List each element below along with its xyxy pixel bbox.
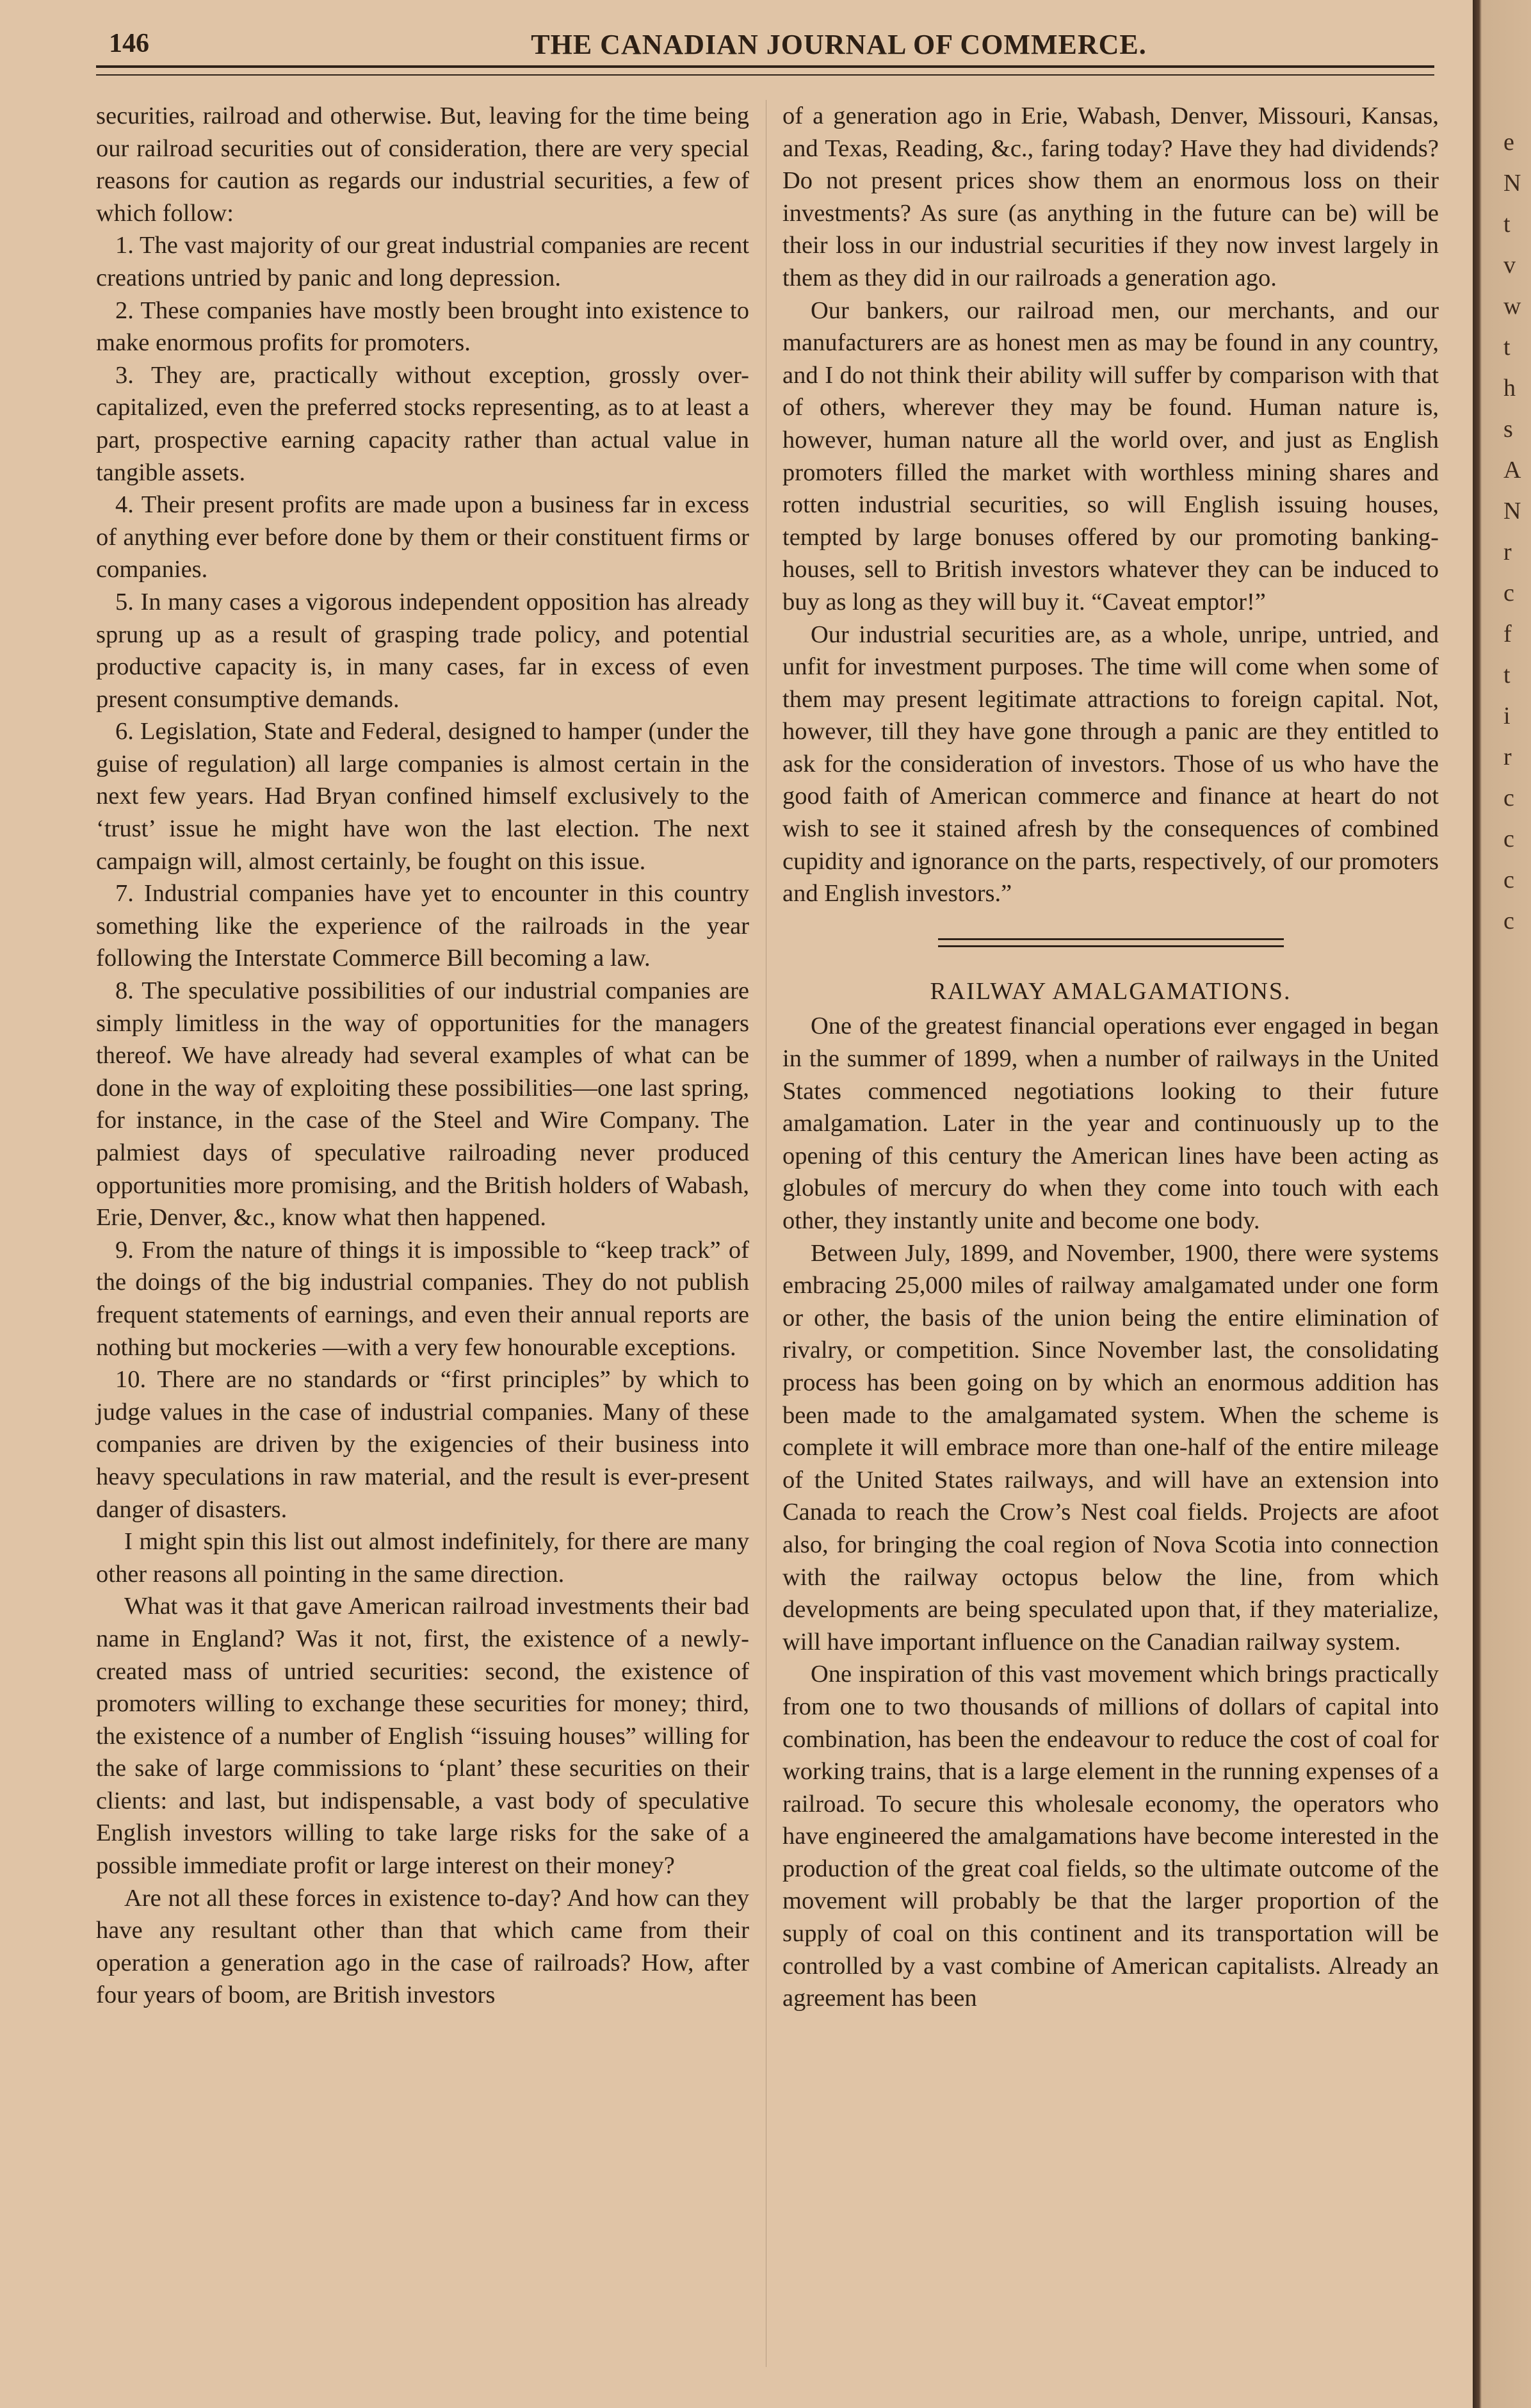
list-item-3: 3. They are, practically without exception, grossly over-capitalized, even the preferred stocks representing, as to at least a part, prospective earning capacity rather than actual value in tangible assets.: [96, 361, 749, 486]
section-paragraph: One of the greatest financial operations ever engaged in began in the summer of 1899, when a number of railways in the United States commenced negotiations looking to their future amalgamation. Later in the year and continuously up to the opening of this century the American lines have been acting as globules of mercury do when they come into touch with each other, they instantly unite and become one body.: [782, 1013, 1439, 1234]
right-column: [782, 100, 1439, 2015]
list-item-2: 2. These companies have mostly been brought into existence to make enormous profits for promoters.: [96, 297, 749, 357]
edge-letter: N: [1503, 170, 1521, 197]
list-item-8: 8. The speculative possibilities of our industrial companies are simply limitless in the way of opportunities for the managers thereof. We have already had several examples of what can be done in the way of exploiting these possibilities—one last spring, for instance, in the case of the Steel and Wire Company. The palmiest days of speculative railroading never produced opportunities more promising, and the British holders of Wabash, Erie, Denver, &c., know what then happened.: [96, 977, 749, 1232]
facing-page-letters: [1503, 122, 1531, 941]
section-title: RAILWAY AMALGAMATIONS.: [930, 977, 1292, 1005]
list-item-5: 5. In many cases a vigorous independent opposition has already sprung up as a result of grasping trade policy, and potential productive capacity is, in many cases, far in excess of even present consumptive demands.: [96, 588, 749, 713]
left-paragraph: securities, railroad and otherwise. But, leaving for the time being our railroad securities out of consideration, there are very special reasons for caution as regards our industrial securities, a few of which follow:: [96, 102, 749, 227]
edge-letter: f: [1503, 621, 1512, 647]
edge-letter: c: [1503, 826, 1514, 852]
edge-letter: r: [1503, 744, 1512, 770]
edge-letter: t: [1503, 662, 1511, 688]
right-paragraph: Our industrial securities are, as a whole, unripe, untried, and unfit for investment purposes. The time will come when some of them may present legitimate attractions to foreign capital. Not, however, till they have gone through a panic are they entitled to ask for the consideration of investors. Those of us who have the good faith of American commerce and finance at heart do not wish to see it stained afresh by the consequences of combined cupidity and ignorance on the parts, respectively, of our promoters and English investors.”: [782, 621, 1439, 907]
edge-letter: s: [1503, 416, 1513, 443]
edge-letter: c: [1503, 866, 1514, 893]
list-item-10: 10. There are no standards or “first principles” by which to judge values in the case of industrial companies. Many of these companies are driven by the exigencies of their business into heavy speculations in raw material, and the result is ever-present danger of disasters.: [96, 1366, 749, 1523]
left-paragraph: What was it that gave American railroad investments their bad name in England? Was it not, first, the existence of a newly-created mass of untried securities: second, the existence of promoters willing to exchange these securities for money; third, the existence of a number of English “issuing houses” willing for the sake of large commissions to ‘plant’ these securities on their clients: and last, but indispensable, a vast body of speculative English investors willing to take large risks for the sake of a possible immediate profit or large interest on their money?: [96, 1593, 749, 1880]
edge-letter: t: [1503, 211, 1511, 238]
edge-letter: c: [1503, 580, 1514, 606]
list-item-7: 7. Industrial companies have yet to encounter in this country something like the experience of the railroads in the year following the Interstate Commerce Bill becoming a law.: [96, 880, 749, 972]
list-item-6: 6. Legislation, State and Federal, designed to hamper (under the guise of regulation) all large companies is almost certain in the next few years. Had Bryan confined himself exclusively to the ‘trust’ issue he might have won the last election. The next campaign will, almost certainly, be fought on this issue.: [96, 718, 749, 875]
right-paragraph: of a generation ago in Erie, Wabash, Denver, Missouri, Kansas, and Texas, Reading, &c., faring today? Have they had dividends? Do not present prices show them an enormous loss on their investments? As sure (as anything in the future can be) will be their loss in our industrial securities if they now invest largely in them as they did in our railroads a generation ago.: [782, 102, 1439, 291]
left-paragraph: Are not all these forces in existence to-day? And how can they have any resultant other than that which came from their operation a generation ago in the case of railroads? How, after four years of boom, are British investors: [96, 1884, 749, 2009]
edge-letter: v: [1503, 252, 1516, 279]
page-number: 146: [109, 29, 149, 58]
left-column: [96, 100, 749, 2012]
edge-letter: c: [1503, 907, 1514, 934]
edge-letter: w: [1503, 293, 1521, 320]
edge-letter: r: [1503, 539, 1512, 565]
edge-letter: t: [1503, 334, 1511, 361]
edge-letter: c: [1503, 785, 1514, 811]
page-header: [102, 28, 1434, 67]
edge-letter: N: [1503, 498, 1521, 525]
journal-title: THE CANADIAN JOURNAL OF COMMERCE.: [531, 29, 1147, 60]
header-rule: [96, 65, 1434, 76]
section-paragraph: Between July, 1899, and November, 1900, there were systems embracing 25,000 miles of railway amalgamated under one form or other, the basis of the union being the entire elimination of rivalry, or competition. Since November last, the consolidating process has been going on by which an enormous addition has been made to the amalgamated system. When the scheme is complete it will embrace more than one-half of the entire mileage of the United States railways, and will have an extension into Canada to reach the Crow’s Nest coal fields. Projects are afoot also, for bringing the coal region of Nova Scotia into connection with the railway octopus below the line, from which developments are being speculated upon that, if they materialize, will have important influence on the Canadian railway system.: [782, 1239, 1439, 1656]
edge-letter: A: [1503, 457, 1521, 484]
list-item-9: 9. From the nature of things it is impossible to “keep track” of the doings of the big industrial companies. They do not publish frequent statements of earnings, and even their annual reports are nothing but mockeries —with a very few honourable exceptions.: [96, 1236, 749, 1361]
list-item-1: 1. The vast majority of our great industrial companies are recent creations untried by panic and long depression.: [96, 232, 749, 291]
section-paragraph: One inspiration of this vast movement which brings practically from one to two thousands of millions of dollars of capital into combination, has been the endeavour to reduce the cost of coal for working trains, that is a large element in the running expenses of a railroad. To secure this wholesale economy, the operators who have engineered the amalgamations have become interested in the production of the great coal fields, so the ultimate outcome of the movement will probably be that the larger proportion of the supply of coal on this continent and its transportation will be controlled by a vast combine of American capitalists. Already an agreement has been: [782, 1661, 1439, 2012]
edge-letter: h: [1503, 375, 1516, 402]
edge-letter: i: [1503, 703, 1511, 729]
edge-letter: e: [1503, 129, 1514, 156]
right-paragraph: Our bankers, our railroad men, our merchants, and our manufacturers are as honest men as may be found in any country, and I do not think their ability will suffer by comparison with that of others, wherever they may be found. Human nature is, however, human nature all the world over, and just as English promoters filled the market with worthless mining shares and rotten industrial securities, so will English issuing houses, tempted by large bonuses offered by our promoting banking-houses, sell to British investors whatever they can be induced to buy as long as they will buy it. “Caveat emptor!”: [782, 297, 1439, 615]
section-divider: [938, 938, 1284, 947]
list-item-4: 4. Their present profits are made upon a business far in excess of anything ever before done by them or their constituent firms or companies.: [96, 491, 749, 583]
left-paragraph: I might spin this list out almost indefinitely, for there are many other reasons all pointing in the same direction.: [96, 1528, 749, 1588]
